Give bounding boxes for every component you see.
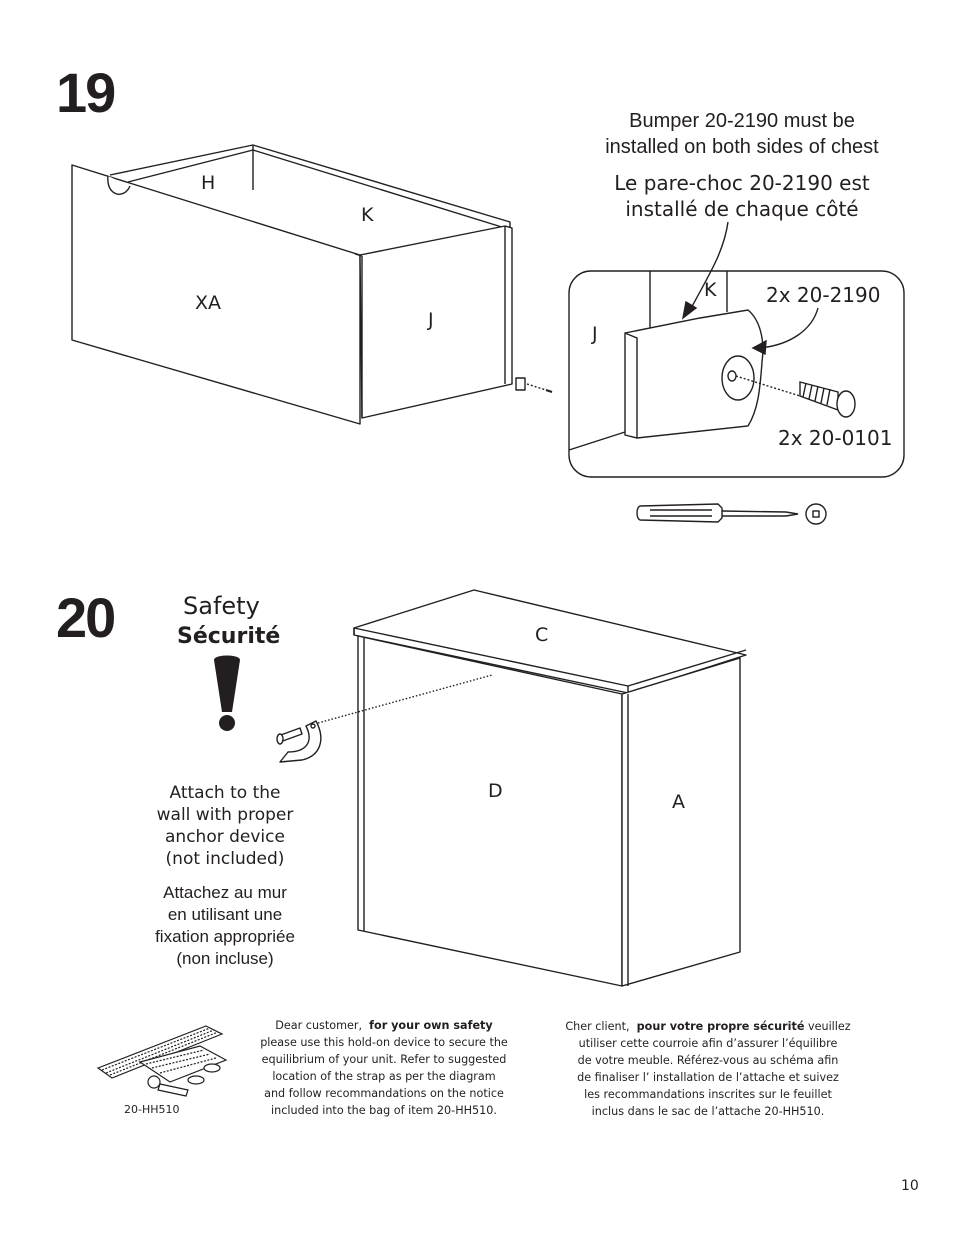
part-j-label: J: [428, 309, 434, 331]
notice-fr-line: les recommandations inscrites sur le feuillet: [584, 1088, 832, 1101]
detail-part-j-label: J: [592, 323, 598, 345]
part-d-label: D: [488, 780, 503, 802]
notice-en-bold: for your own safety: [369, 1019, 493, 1032]
page-number: 10: [901, 1178, 919, 1194]
attach-note-fr-line: fixation appropriée: [155, 927, 295, 946]
notice-fr-bold: pour votre propre sécurité: [636, 1020, 805, 1033]
detail-part-k-label: K: [704, 279, 717, 301]
step-20-number: 20: [56, 586, 115, 649]
part-c-label: C: [535, 624, 549, 646]
safety-heading-en: Safety: [183, 592, 260, 620]
notice-fr-line: de votre meuble. Référez-vous au schéma afin: [577, 1054, 839, 1067]
attach-note-en-line: Attach to the: [169, 783, 281, 803]
bumper-note-en-line2: installed on both sides of chest: [605, 136, 879, 158]
screw-quantity-label: 2x 20-0101: [778, 426, 893, 450]
attach-note-fr-line: en utilisant une: [167, 905, 283, 924]
attach-note-en-line: wall with proper: [156, 805, 294, 825]
bumper-quantity-label: 2x 20-2190: [766, 283, 881, 307]
bumper-note-en-line1: Bumper 20-2190 must be: [629, 110, 855, 132]
notice-fr-intro: Cher client,: [565, 1020, 630, 1033]
bumper-note-fr-line1: Le pare-choc 20-2190 est: [614, 171, 870, 195]
attach-note-fr-line: Attachez au mur: [163, 883, 287, 902]
notice-fr-tail: veuillez: [807, 1020, 851, 1033]
notice-en-line: included into the bag of item 20-HH510.: [271, 1104, 497, 1117]
notice-en-line: location of the strap as per the diagram: [272, 1070, 496, 1083]
part-xa-label: XA: [195, 292, 222, 314]
attach-note-fr-line: (non incluse): [176, 949, 274, 968]
attach-note-en-line: (not included): [165, 849, 285, 869]
step-19-number: 19: [56, 61, 115, 124]
part-a-label: A: [672, 791, 685, 813]
safety-notice-en: [243, 1017, 525, 1119]
part-h-label: H: [201, 172, 216, 194]
notice-fr-line: inclus dans le sac de l’attache 20-HH510.: [591, 1105, 825, 1118]
bumper-note-fr-line2: installé de chaque côté: [625, 197, 859, 221]
notice-en-line: and follow recommandations on the notice: [264, 1087, 504, 1100]
part-k-label: K: [361, 204, 374, 226]
notice-fr-line: utiliser cette courroie afin d’assurer l’équilibre: [578, 1037, 838, 1050]
attach-note-en-line: anchor device: [165, 827, 285, 847]
notice-en-line: equilibrium of your unit. Refer to suggested: [261, 1053, 507, 1066]
safety-heading-fr: Sécurité: [177, 624, 281, 649]
safety-notice-fr: [560, 1018, 856, 1120]
notice-fr-line: de finaliser l’ installation de l’attache et suivez: [577, 1071, 839, 1084]
notice-en-line: please use this hold-on device to secure the: [260, 1036, 508, 1049]
notice-en-intro: Dear customer,: [275, 1019, 363, 1032]
strap-part-number: 20-HH510: [124, 1103, 180, 1116]
